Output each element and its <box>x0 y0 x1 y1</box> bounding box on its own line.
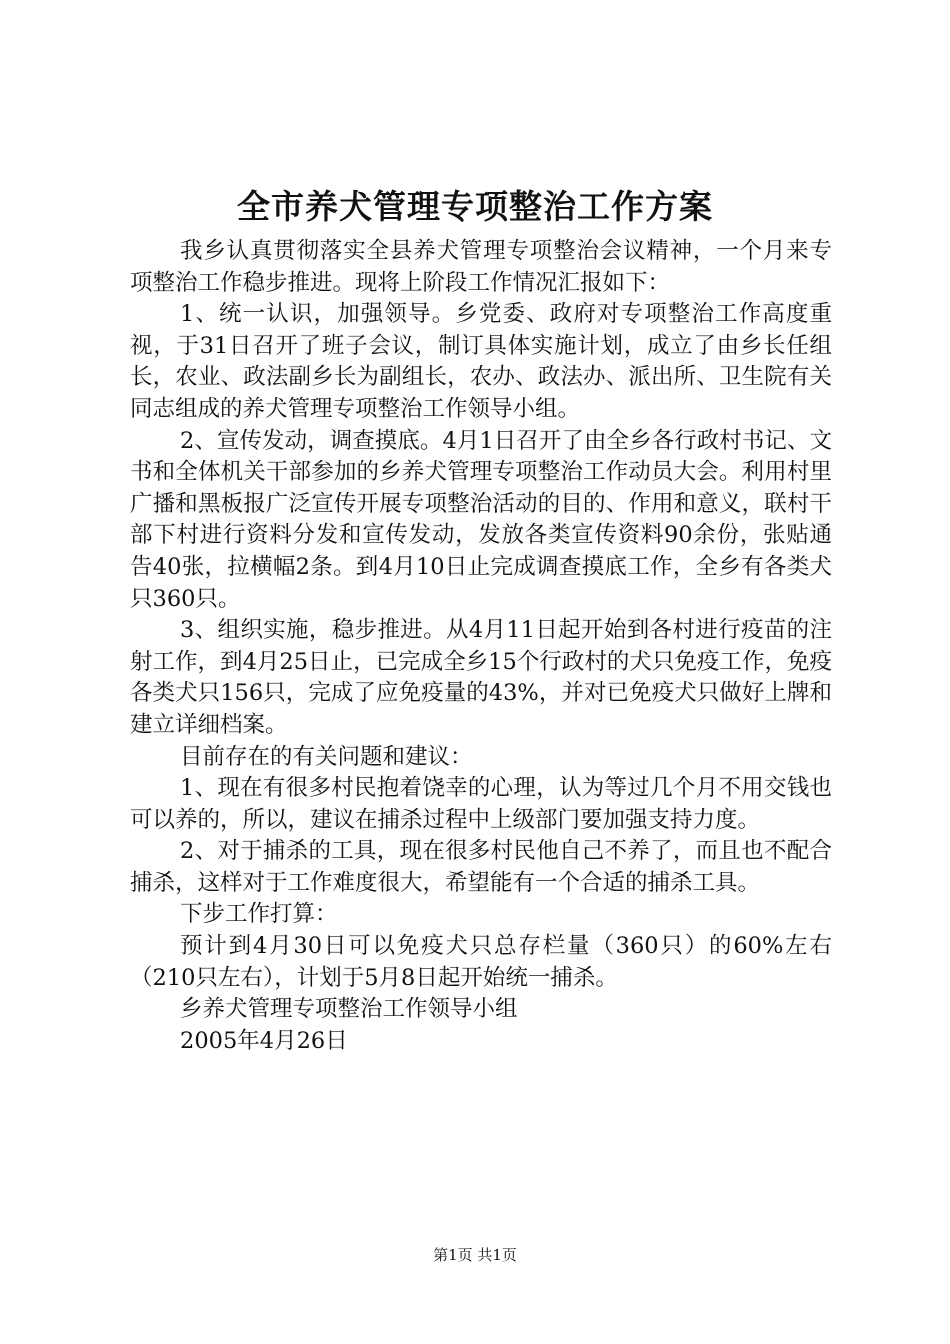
signature-org: 乡养犬管理专项整治工作领导小组 <box>180 996 518 1023</box>
issue-2-paragraph: 2、对于捕杀的工具，现在很多村民他自己不养了，而且也不配合捕杀，这样对于工作难度很大，希望能有一个合适的捕杀工具。 <box>130 838 832 896</box>
page-number-footer: 第1页 共1页 <box>433 1246 517 1264</box>
section-1-paragraph: 1、统一认识，加强领导。乡党委、政府对专项整治工作高度重视，于31日召开了班子会议，制订具体实施计划，成立了由乡长任组长，农业、政法副乡长为副组长，农办、政法办、派出所、卫生院有关同志组成的养犬管理专项整治工作领导小组。 <box>130 301 832 422</box>
issues-heading: 目前存在的有关问题和建议： <box>180 743 473 770</box>
section-3-paragraph: 3、组织实施，稳步推进。从4月11日起开始到各村进行疫苗的注射工作，到4月25日止，已完成全乡15个行政村的犬只免疫工作，免疫各类犬只156只，完成了应免疫量的43%，并对已免疫犬只做好上牌和建立详细档案。 <box>130 617 832 738</box>
document-body <box>130 236 832 1057</box>
next-steps-heading: 下步工作打算： <box>180 901 338 928</box>
issue-1-paragraph: 1、现在有很多村民抱着饶幸的心理，认为等过几个月不用交钱也可以养的，所以，建议在捕杀过程中上级部门要加强支持力度。 <box>130 775 832 833</box>
intro-paragraph: 我乡认真贯彻落实全县养犬管理专项整治会议精神，一个月来专项整治工作稳步推进。现将上阶段工作情况汇报如下： <box>130 238 832 296</box>
signature-date: 2005年4月26日 <box>180 1027 348 1054</box>
section-2-paragraph: 2、宣传发动，调查摸底。4月1日召开了由全乡各行政村书记、文书和全体机关干部参加的乡养犬管理专项整治工作动员大会。利用村里广播和黑板报广泛宣传开展专项整治活动的目的、作用和意义，联村干部下村进行资料分发和宣传发动，发放各类宣传资料90余份，张贴通告40张，拉横幅2条。到4月10日止完成调查摸底工作，全乡有各类犬只360只。 <box>130 427 832 612</box>
next-steps-paragraph: 预计到4月30日可以免疫犬只总存栏量（360只）的60%左右（210只左右），计划于5月8日起开始统一捕杀。 <box>130 933 832 991</box>
document-title: 全市养犬管理专项整治工作方案 <box>237 187 713 226</box>
